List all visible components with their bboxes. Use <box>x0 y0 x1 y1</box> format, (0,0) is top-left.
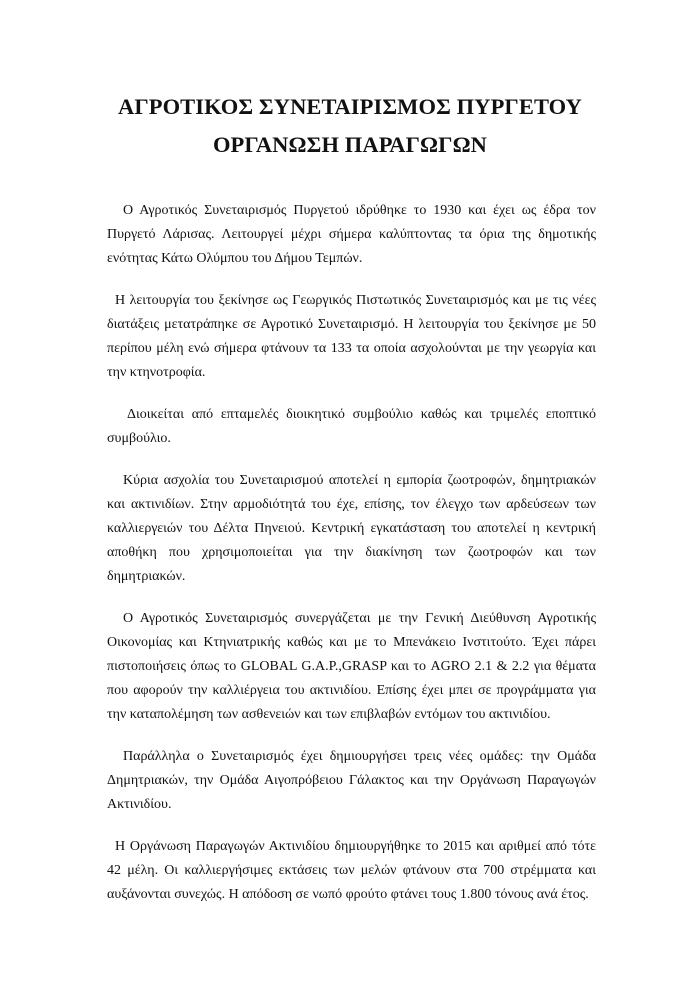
paragraph <box>107 745 596 817</box>
paragraph-line: ενότητας Κάτω Ολύμπου του Δήμου Τεμπών. <box>107 251 363 266</box>
paragraph-line: Πυργετό Λάρισας. Λειτουργεί μέχρι σήμερα καλύπτοντας τα όρια της δημοτικής <box>107 227 596 242</box>
paragraph-line: την κτηνοτροφία. <box>107 365 206 380</box>
document-body <box>107 199 596 925</box>
paragraph-line: Ακτινιδίου. <box>107 797 172 812</box>
paragraph-line: Η Οργάνωση Παραγωγών Ακτινιδίου δημιουργήθηκε το 2015 και αριθμεί από τότε <box>115 839 596 854</box>
paragraph-line: αυξάνονται συνεχώς. Η απόδοση σε νωπό φρούτο φτάνει τους 1.800 τόνους ανά έτος. <box>107 887 589 902</box>
paragraph-line: Ο Αγροτικός Συνεταιρισμός συνεργάζεται με την Γενική Διεύθυνση Αγροτικής <box>123 611 596 626</box>
paragraph <box>107 835 596 907</box>
paragraph-line: πιστοποιήσεις όπως το GLOBAL G.A.P.,GRASP και το AGRO 2.1 & 2.2 για θέματα <box>107 659 596 674</box>
paragraph-line: Η λειτουργία του ξεκίνησε ως Γεωργικός Πιστωτικός Συνεταιρισμός και με τις νέες <box>115 293 596 308</box>
paragraph-line: την καταπολέμηση των ασθενειών και των επιβλαβών εντόμων του ακτινιδίου. <box>107 707 551 722</box>
paragraph <box>107 607 596 727</box>
paragraph-line: συμβούλιο. <box>107 431 171 446</box>
paragraph-line: δημητριακών. <box>107 569 186 584</box>
paragraph <box>107 289 596 385</box>
paragraph-line: διατάξεις μετατράπηκε σε Αγροτικό Συνεταιρισμό. Η λειτουργία του ξεκίνησε με 50 <box>107 317 596 332</box>
document-title <box>0 88 700 164</box>
paragraph-line: Δημητριακών, την Ομάδα Αιγοπρόβειου Γάλακτος και την Οργάνωση Παραγωγών <box>107 773 596 788</box>
paragraph-line: Παράλληλα ο Συνεταιρισμός έχει δημιουργήσει τρεις νέες ομάδες: την Ομάδα <box>123 749 596 764</box>
paragraph-line: Κύρια ασχολία του Συνεταιρισμού αποτελεί η εμπορία ζωοτροφών, δημητριακών <box>123 473 596 488</box>
paragraph-line: που αφορούν την καλλιέργεια του ακτινιδίου. Επίσης έχει μπει σε προγράμματα για <box>107 683 596 698</box>
paragraph-line: και ακτινιδίων. Στην αρμοδιότητά του έχε, επίσης, τον έλεγχο των αρδεύσεων των <box>107 497 596 512</box>
paragraph-line: Οικονομίας και Κτηνιατρικής καθώς και με το Μπενάκειο Ινστιτούτο. Έχει πάρει <box>107 635 596 650</box>
title-line-1: ΑΓΡΟΤΙΚΟΣ ΣΥΝΕΤΑΙΡΙΣΜΟΣ ΠΥΡΓΕΤΟΥ <box>117 94 583 119</box>
paragraph-line: περίπου μέλη ενώ σήμερα φτάνουν τα 133 τα οποία ασχολούνται με την γεωργία και <box>107 341 596 356</box>
title-line-2: ΟΡΓΑΝΩΣΗ ΠΑΡΑΓΩΓΩΝ <box>212 132 488 157</box>
paragraph-line: 42 μέλη. Οι καλλιεργήσιμες εκτάσεις των μελών φτάνουν στα 700 στρέμματα και <box>107 863 596 878</box>
paragraph <box>107 403 596 451</box>
paragraph-line: Ο Αγροτικός Συνεταιρισμός Πυργετού ιδρύθηκε το 1930 και έχει ως έδρα τον <box>123 203 596 218</box>
paragraph <box>107 469 596 589</box>
paragraph-line: καλλιεργειών του Δέλτα Πηνειού. Κεντρική εγκατάσταση του αποτελεί η κεντρική <box>107 521 596 536</box>
paragraph-line: Διοικείται από επταμελές διοικητικό συμβούλιο καθώς και τριμελές εποπτικό <box>127 407 596 422</box>
paragraph <box>107 199 596 271</box>
paragraph-line: αποθήκη που χρησιμοποιείται για την διακίνηση των ζωοτροφών και των <box>107 545 596 560</box>
